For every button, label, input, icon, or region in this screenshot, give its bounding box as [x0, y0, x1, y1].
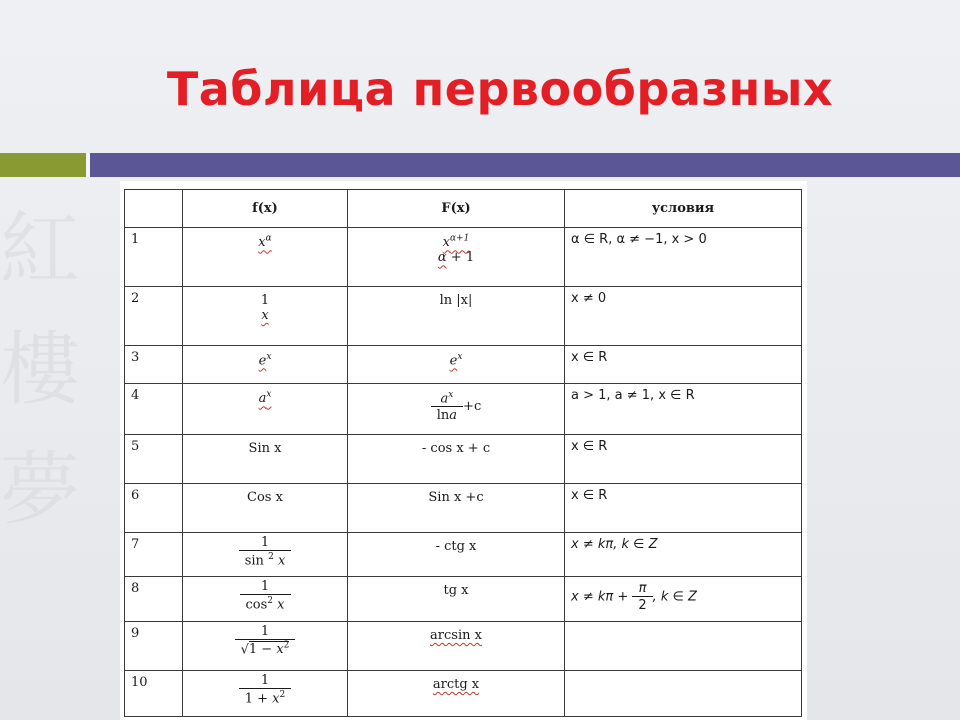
- cell-condition: x ∈ R: [565, 484, 802, 533]
- header-f: f(x): [183, 190, 348, 228]
- cell-f: $x^\alpha$: [183, 228, 348, 287]
- cell-f: $e^x$: [183, 346, 348, 384]
- row-number: 9: [125, 622, 183, 671]
- accent-bar-olive: [0, 153, 86, 177]
- cell-condition: x ≠ 0: [565, 287, 802, 346]
- antiderivatives-table: [124, 189, 802, 717]
- row-number: 5: [125, 435, 183, 484]
- accent-bar-purple: [90, 153, 960, 177]
- cell-f: Sin x: [183, 435, 348, 484]
- cell-F: $e^x$: [348, 346, 565, 384]
- cell-f: 1 x: [183, 287, 348, 346]
- row-number: 10: [125, 671, 183, 717]
- row-number: 4: [125, 384, 183, 435]
- background-calligraphy: 紅 樓 夢: [0, 203, 80, 536]
- table-row: [125, 435, 802, 484]
- header-conditions: условия: [565, 190, 802, 228]
- row-number: 6: [125, 484, 183, 533]
- cell-condition: [565, 622, 802, 671]
- cell-F: $\frac{a^x}{\ln a}$ +c: [348, 384, 565, 435]
- row-number: 1: [125, 228, 183, 287]
- header-number: [125, 190, 183, 228]
- cell-F: arcsin x: [348, 622, 565, 671]
- table-row: [125, 671, 802, 717]
- cell-f: $\frac{1}{√1 - x^2}$: [183, 622, 348, 671]
- cell-condition: x ≠ kπ + $\frac{\pi}{2}$ , k ∈ Z: [565, 577, 802, 622]
- table-row: [125, 384, 802, 435]
- table-row: [125, 346, 802, 384]
- cell-f: $a^x$: [183, 384, 348, 435]
- cell-F: Sin x +c: [348, 484, 565, 533]
- cell-f: Cos x: [183, 484, 348, 533]
- cell-condition: x ≠ kπ, k ∈ Z: [565, 533, 802, 577]
- page-title: Таблица первообразных: [166, 62, 834, 116]
- row-number: 2: [125, 287, 183, 346]
- cell-condition: x ∈ R: [565, 435, 802, 484]
- cell-F: - ctg x: [348, 533, 565, 577]
- cell-F: ln |x|: [348, 287, 565, 346]
- cell-condition: a > 1, a ≠ 1, x ∈ R: [565, 384, 802, 435]
- cell-condition: [565, 671, 802, 717]
- row-number: 8: [125, 577, 183, 622]
- row-number: 7: [125, 533, 183, 577]
- header-F: F(x): [348, 190, 565, 228]
- table-row: [125, 622, 802, 671]
- cell-F: - cos x + c: [348, 435, 565, 484]
- cell-f: $\frac{1}{1 + x^2}$: [183, 671, 348, 717]
- table-row: [125, 287, 802, 346]
- cell-condition: x ∈ R: [565, 346, 802, 384]
- table-row: [125, 533, 802, 577]
- antiderivatives-table-image: [120, 181, 807, 720]
- table-header-row: [125, 190, 802, 228]
- cell-F: $x^{\alpha+1}$ α + 1: [348, 228, 565, 287]
- cell-f: $\frac{1}{\cos^2 x}$: [183, 577, 348, 622]
- cell-condition: α ∈ R, α ≠ −1, x > 0: [565, 228, 802, 287]
- cell-f: $\frac{1}{\sin ^2 x}$: [183, 533, 348, 577]
- cell-F: arctg x: [348, 671, 565, 717]
- cell-F: tg x: [348, 577, 565, 622]
- table-row: [125, 577, 802, 622]
- table-row: [125, 484, 802, 533]
- row-number: 3: [125, 346, 183, 384]
- table-row: [125, 228, 802, 287]
